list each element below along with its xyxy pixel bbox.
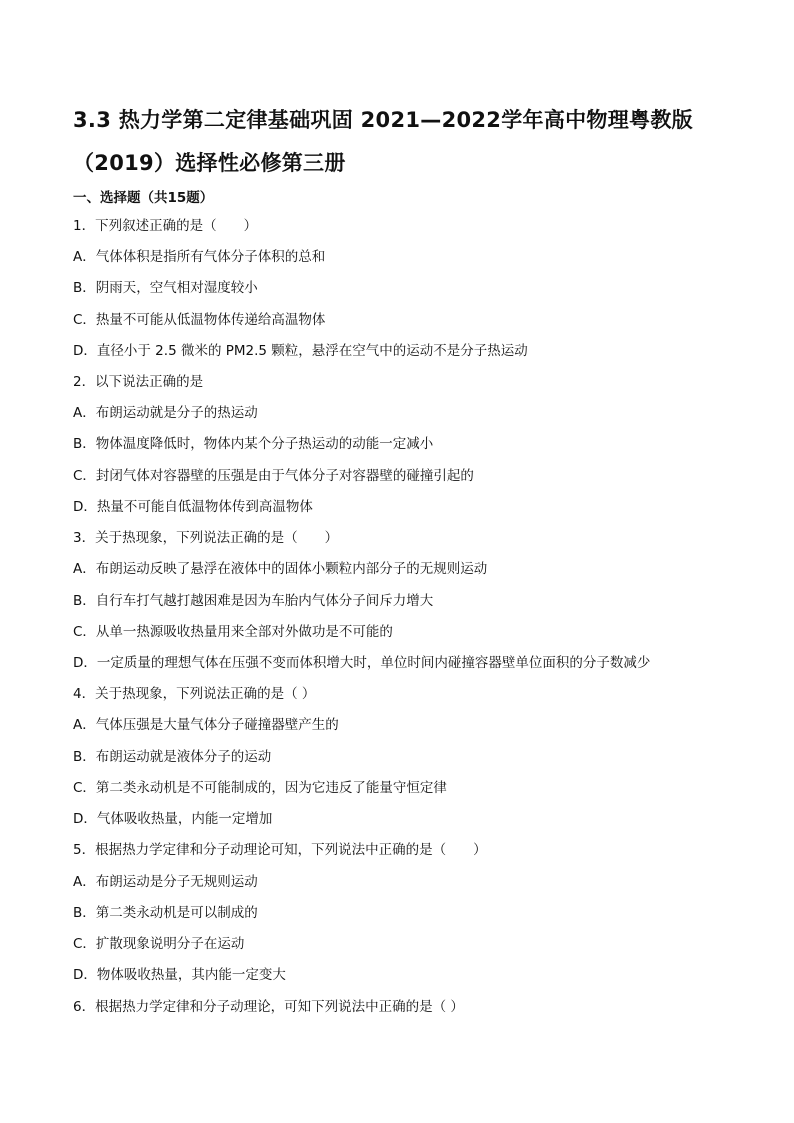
question-stem: 1．下列叙述正确的是（ ）: [73, 218, 258, 234]
question-stem: 3．关于热现象，下列说法正确的是（ ）: [73, 530, 339, 546]
question-option: C．扩散现象说明分子在运动: [73, 936, 245, 952]
question-option: C．第二类永动机是不可能制成的，因为它违反了能量守恒定律: [73, 780, 447, 796]
question-option: C．从单一热源吸收热量用来全部对外做功是不可能的: [73, 624, 393, 640]
question-option: B．阴雨天，空气相对湿度较小: [73, 280, 258, 296]
document-title-line-2: （2019）选择性必修第三册: [73, 151, 346, 175]
question-option: A．气体体积是指所有气体分子体积的总和: [73, 249, 326, 265]
question-option: B．布朗运动就是液体分子的运动: [73, 749, 272, 765]
question-option: A．布朗运动反映了悬浮在液体中的固体小颗粒内部分子的无规则运动: [73, 561, 488, 577]
section-heading: 一、选择题（共15题）: [73, 190, 214, 206]
question-stem: 5．根据热力学定律和分子动理论可知，下列说法中正确的是（ ）: [73, 842, 487, 858]
question-option: D．一定质量的理想气体在压强不变而体积增大时，单位时间内碰撞容器壁单位面积的分子数减少: [73, 655, 651, 671]
question-option: D．气体吸收热量，内能一定增加: [73, 811, 273, 827]
question-option: B．第二类永动机是可以制成的: [73, 905, 258, 921]
question-option: A．气体压强是大量气体分子碰撞器壁产生的: [73, 717, 339, 733]
question-option: C．热量不可能从低温物体传递给高温物体: [73, 312, 326, 328]
question-option: D．物体吸收热量，其内能一定变大: [73, 967, 286, 983]
question-option: A．布朗运动是分子无规则运动: [73, 874, 258, 890]
question-option: A．布朗运动就是分子的热运动: [73, 405, 258, 421]
question-option: C．封闭气体对容器壁的压强是由于气体分子对容器壁的碰撞引起的: [73, 468, 474, 484]
question-stem: 6．根据热力学定律和分子动理论，可知下列说法中正确的是（ ）: [73, 999, 464, 1015]
question-option: B．自行车打气越打越困难是因为车胎内气体分子间斥力增大: [73, 593, 434, 609]
question-option: D．热量不可能自低温物体传到高温物体: [73, 499, 313, 515]
question-stem: 2．以下说法正确的是: [73, 374, 204, 390]
document-title-line-1: 3.3 热力学第二定律基础巩固 2021—2022学年高中物理粤教版: [73, 108, 693, 132]
question-option: B．物体温度降低时，物体内某个分子热运动的动能一定减小: [73, 436, 434, 452]
question-stem: 4．关于热现象，下列说法正确的是（ ）: [73, 686, 316, 702]
question-option: D．直径小于 2.5 微米的 PM2.5 颗粒，悬浮在空气中的运动不是分子热运动: [73, 343, 528, 359]
